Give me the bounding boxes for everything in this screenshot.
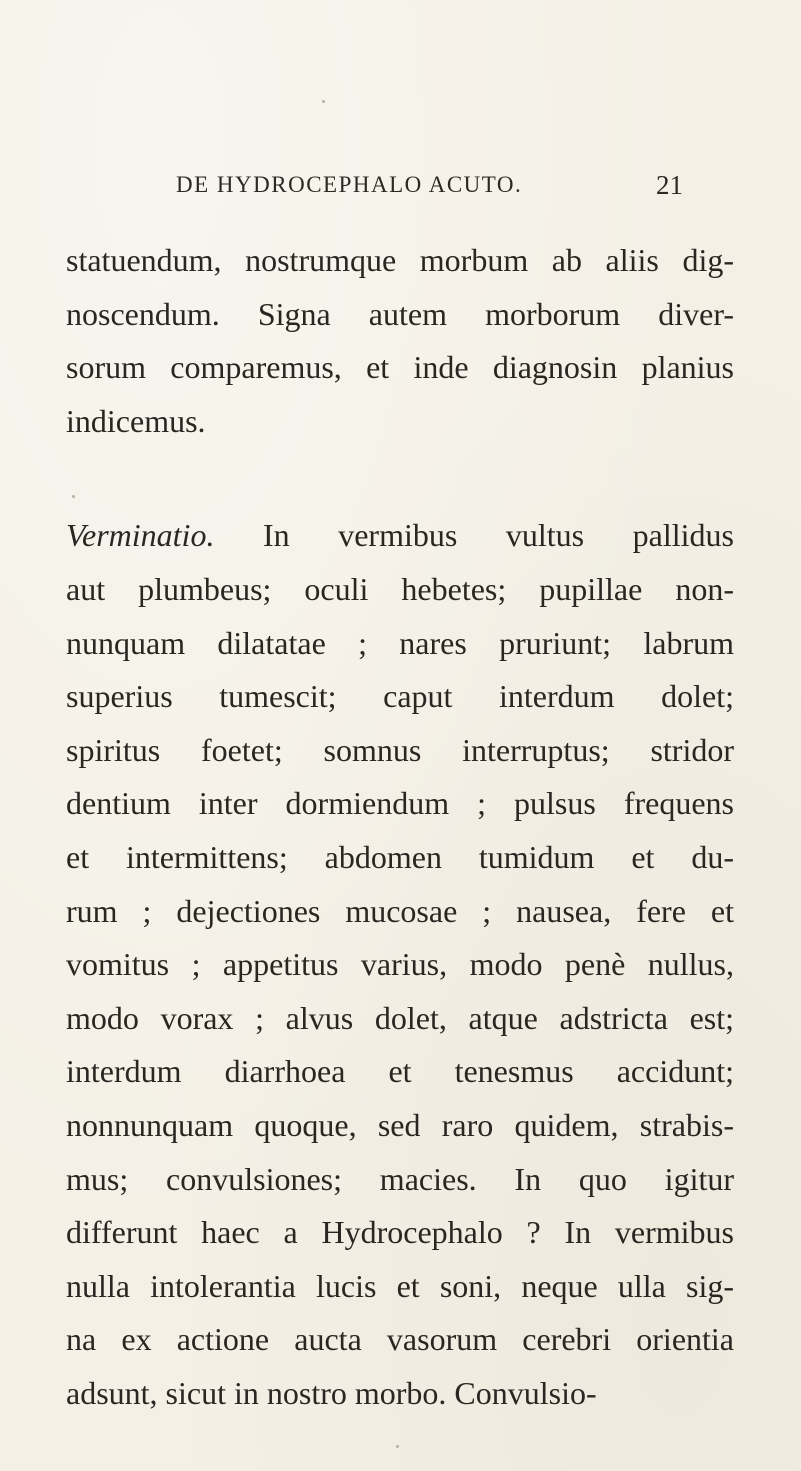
text-line: nulla intolerantia lucis et soni, neque ulla sig- <box>66 1267 734 1304</box>
text-line: vomitus ; appetitus varius, modo penè nullus, <box>66 946 734 983</box>
text-line: et intermittens; abdomen tumidum et du- <box>66 838 734 875</box>
text-line: nonnunquam quoque, sed raro quidem, strabis- <box>66 1106 734 1143</box>
paper-speck <box>72 495 75 498</box>
paper-speck <box>322 100 325 103</box>
paper-speck <box>396 1445 399 1448</box>
text-line: adsunt, sicut in nostro morbo. Convulsio- <box>66 1374 597 1411</box>
text-line: modo vorax ; alvus dolet, atque adstricta est; <box>66 999 734 1036</box>
text-line: aut plumbeus; oculi hebetes; pupillae non- <box>66 570 734 607</box>
section-term: Verminatio. <box>66 517 215 554</box>
page-number: 21 <box>656 170 683 200</box>
text-line: spiritus foetet; somnus interruptus; stridor <box>66 731 734 768</box>
text-line: na ex actione aucta vasorum cerebri orientia <box>66 1321 734 1358</box>
text-line: superius tumescit; caput interdum dolet; <box>66 678 734 715</box>
paragraph-break <box>66 448 734 509</box>
running-title: DE HYDROCEPHALO ACUTO. <box>176 172 523 197</box>
text-line: indicemus. <box>66 402 206 439</box>
text-line: dentium inter dormiendum ; pulsus frequens <box>66 785 734 822</box>
running-head <box>0 172 801 204</box>
text-line: sorum comparemus, et inde diagnosin planius <box>66 349 734 386</box>
text-line: rum ; dejectiones mucosae ; nausea, fere et <box>66 892 734 929</box>
text-line: interdum diarrhoea et tenesmus accidunt; <box>66 1053 734 1090</box>
body-text <box>66 234 734 1420</box>
text-line: statuendum, nostrumque morbum ab aliis dig- <box>66 242 734 278</box>
text-line: differunt haec a Hydrocephalo ? In vermibus <box>66 1214 734 1251</box>
text-line: noscendum. Signa autem morborum diver- <box>66 295 734 332</box>
text-line <box>66 509 734 563</box>
text-line: mus; convulsiones; macies. In quo igitur <box>66 1160 734 1197</box>
text-line: nunquam dilatatae ; nares pruriunt; labrum <box>66 624 734 661</box>
text-run: In vermibus vultus pallidus <box>214 517 734 554</box>
